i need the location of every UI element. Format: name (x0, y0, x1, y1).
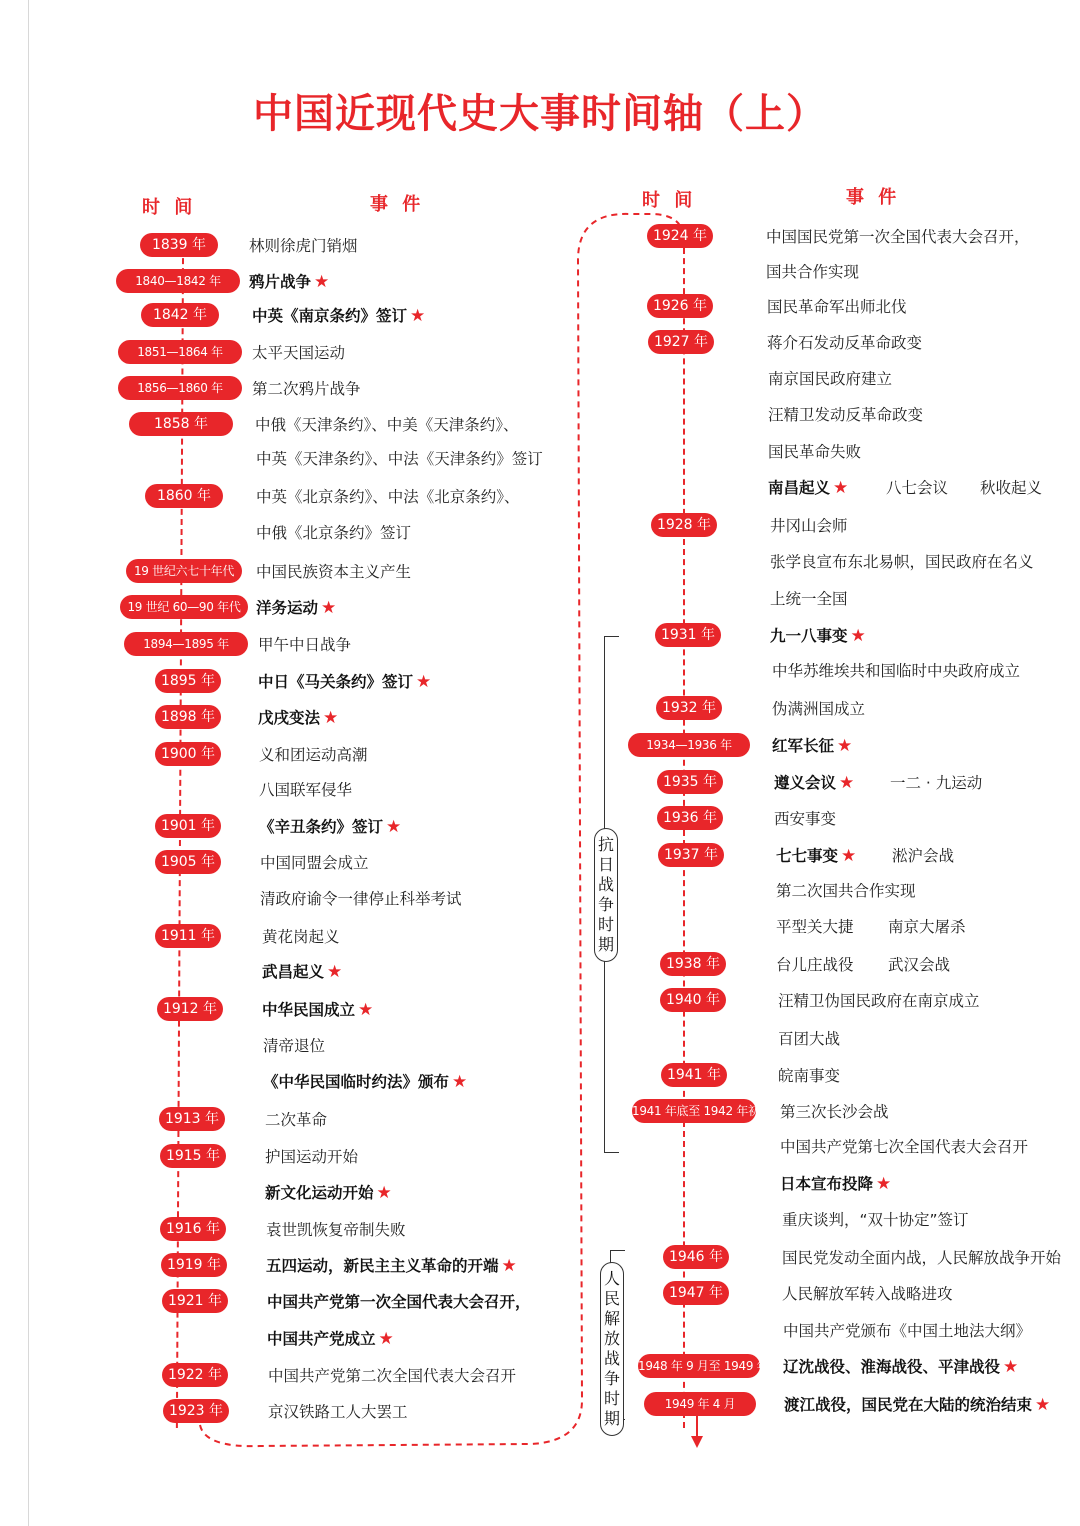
star-icon: ★ (323, 708, 339, 728)
event-label: 蒋介石发动反革命政变 (767, 334, 923, 352)
event-text (258, 633, 351, 655)
year-pill: 1941 年 (661, 1063, 727, 1087)
event-text (260, 887, 462, 909)
event-label: 中华民国成立 (262, 1001, 356, 1019)
event-label: 百团大战 (778, 1030, 841, 1048)
event-label: 林则徐虎门销烟 (249, 237, 358, 255)
event-label: 人民解放军转入战略进攻 (782, 1285, 953, 1303)
year-pill: 1932 年 (656, 696, 722, 720)
event-label: 汪精卫发动反革命政变 (768, 406, 924, 424)
year-pill: 1937 年 (658, 843, 724, 867)
year-pill: 1860 年 (145, 484, 223, 508)
event-label: 洋务运动 (256, 599, 319, 617)
year-pill: 1926 年 (647, 294, 713, 318)
event-text (774, 771, 854, 793)
year-pill: 1948 年 9 月至 1949 年 1 月 (638, 1354, 760, 1378)
star-icon: ★ (839, 773, 855, 793)
event-label: 八国联军侵华 (259, 781, 353, 799)
event-label: 《辛丑条约》签订 (259, 818, 384, 836)
war-of-resistance-label: 抗日战争时期 (594, 828, 618, 962)
event-label: 中国共产党第七次全国代表大会召开 (780, 1138, 1029, 1156)
event-label: 七七事变 (776, 847, 839, 865)
event-text (256, 485, 520, 507)
event-text (262, 998, 373, 1020)
event-label: 国民党发动全面内战，人民解放战争开始 (782, 1249, 1062, 1267)
year-pill: 1916 年 (160, 1217, 226, 1241)
event-label: 武昌起义 (262, 963, 325, 981)
event-label: 义和团运动高潮 (259, 746, 368, 764)
event-label: 五四运动，新民主主义革命的开端 (266, 1257, 499, 1275)
event-text (766, 225, 1030, 247)
page-title: 中国近现代史大事时间轴（上） (253, 91, 827, 137)
event-text (766, 260, 859, 282)
year-pill: 19 世纪六七十年代 (126, 559, 242, 583)
year-pill: 1905 年 (155, 850, 221, 874)
event-label: 中国共产党第一次全国代表大会召开， (267, 1293, 531, 1311)
star-icon: ★ (314, 272, 330, 292)
event-label: 张学良宣布东北易帜，国民政府在名义 (770, 553, 1034, 571)
event-label: 辽沈战役、淮海战役、平津战役 (783, 1358, 1001, 1376)
event-label: 渡江战役，国民党在大陆的统治结束 (784, 1396, 1033, 1414)
event-text (266, 1218, 406, 1240)
star-icon: ★ (376, 1183, 392, 1203)
event-text (252, 304, 425, 326)
star-icon: ★ (321, 598, 337, 618)
event-text (255, 413, 519, 435)
year-pill: 1840—1842 年 (116, 269, 240, 293)
event-label: 中国国民党第一次全国代表大会召开， (766, 228, 1030, 246)
star-icon: ★ (501, 1256, 517, 1276)
year-pill: 1938 年 (660, 952, 726, 976)
star-icon: ★ (1035, 1395, 1051, 1415)
event-label: 伪满洲国成立 (772, 700, 866, 718)
event-label: 汪精卫伪国民政府在南京成立 (778, 992, 980, 1010)
event-text (263, 1070, 467, 1092)
event-label: 新文化运动开始 (265, 1184, 374, 1202)
year-pill: 1895 年 (155, 669, 221, 693)
event-text (260, 851, 369, 873)
year-pill: 1900 年 (155, 742, 221, 766)
left-event-header: 事 件 (370, 194, 425, 215)
event-label: 甲午中日战争 (258, 636, 352, 654)
event-label: 中英《南京条约》签订 (252, 307, 408, 325)
event-text (249, 234, 358, 256)
event-text (783, 1319, 1031, 1341)
year-pill: 1919 年 (161, 1253, 227, 1277)
event-label: 袁世凯恢复帝制失败 (266, 1221, 406, 1239)
right-time-header: 时 间 (642, 190, 697, 211)
star-icon: ★ (327, 962, 343, 982)
event-text (770, 550, 1034, 572)
event-text (267, 1290, 531, 1312)
event-label: 九一八事变 (770, 627, 848, 645)
event-text (265, 1145, 358, 1167)
year-pill: 1912 年 (157, 997, 223, 1021)
event-label: 《中华民国临时约法》颁布 (263, 1073, 450, 1091)
event-text (258, 670, 431, 692)
event-text (772, 659, 1020, 681)
event-label: 第二次鸦片战争 (252, 380, 361, 398)
event-label: 南昌起义 (768, 479, 831, 497)
event-text (778, 989, 980, 1011)
year-pill: 1947 年 (663, 1281, 729, 1305)
event-text (782, 1208, 969, 1230)
year-pill: 1894—1895 年 (124, 632, 248, 656)
star-icon: ★ (358, 1000, 374, 1020)
event-text (767, 331, 922, 353)
event-label: 平型关大捷 (776, 918, 854, 936)
event-text (252, 377, 361, 399)
event-label: 中国同盟会成立 (260, 854, 369, 872)
event-label: 护国运动开始 (265, 1148, 359, 1166)
year-pill: 1928 年 (651, 513, 717, 537)
event-label: 重庆谈判，“双十协定”签订 (782, 1211, 969, 1229)
star-icon: ★ (850, 626, 866, 646)
event-text (772, 734, 852, 756)
event-label: 中日《马关条约》签订 (258, 673, 414, 691)
event-text (768, 403, 923, 425)
event-text (780, 1135, 1028, 1157)
event-label: 上统一全国 (770, 590, 848, 608)
event-label: 台儿庄战役 (776, 956, 854, 974)
year-pill: 1858 年 (129, 412, 233, 436)
year-pill: 1936 年 (657, 806, 723, 830)
event-text (778, 1027, 840, 1049)
event-text (256, 521, 411, 543)
event-text (256, 560, 411, 582)
event-text (776, 953, 854, 975)
year-pill: 1924 年 (647, 224, 713, 248)
event-label: 皖南事变 (778, 1067, 841, 1085)
event-label: 中英《天津条约》、中法《天津条约》签订 (256, 450, 543, 468)
event-text (783, 1355, 1018, 1377)
event-text (767, 295, 907, 317)
star-icon: ★ (833, 478, 849, 498)
event-label: 红军长征 (772, 737, 835, 755)
year-pill: 1931 年 (655, 623, 721, 647)
event-text (249, 270, 329, 292)
event-label: 黄花岗起义 (262, 928, 340, 946)
year-pill: 1911 年 (155, 924, 221, 948)
year-pill: 1923 年 (163, 1399, 229, 1423)
year-pill: 1856—1860 年 (118, 376, 242, 400)
event-label: 中国共产党颁布《中国土地法大纲》 (783, 1322, 1032, 1340)
left-time-header: 时 间 (142, 197, 197, 218)
year-pill: 1934—1936 年 (628, 733, 750, 757)
year-pill: 1915 年 (160, 1144, 226, 1168)
star-icon: ★ (876, 1174, 892, 1194)
star-icon: ★ (452, 1072, 468, 1092)
event-label: 清帝退位 (263, 1037, 326, 1055)
year-pill: 1922 年 (162, 1363, 228, 1387)
event-text (259, 815, 401, 837)
year-pill: 1901 年 (155, 814, 221, 838)
event-text (770, 514, 848, 536)
event-text (770, 624, 866, 646)
star-icon: ★ (386, 817, 402, 837)
event-label: 中国共产党成立 (267, 1330, 376, 1348)
year-pill: 1940 年 (660, 988, 726, 1012)
event-text (782, 1282, 953, 1304)
event-text (768, 476, 848, 498)
event-label: 国民革命军出师北伐 (767, 298, 907, 316)
event-text (265, 1108, 327, 1130)
event-text (252, 341, 345, 363)
event-text (259, 743, 368, 765)
star-icon: ★ (841, 846, 857, 866)
event-label: 二次革命 (265, 1111, 328, 1129)
event-text (768, 367, 892, 389)
event-text (778, 1064, 840, 1086)
event-label: 第三次长沙会战 (780, 1103, 889, 1121)
event-text (256, 447, 543, 469)
event-text (263, 1034, 325, 1056)
event-text-extra: 八七会议 (886, 479, 949, 497)
event-text (266, 1254, 517, 1276)
event-text (268, 1364, 516, 1386)
event-label: 南京国民政府建立 (768, 370, 893, 388)
event-text (768, 440, 861, 462)
event-text-extra: 淞沪会战 (892, 847, 955, 865)
event-label: 太平天国运动 (252, 344, 346, 362)
event-label: 中俄《北京条约》签订 (256, 524, 412, 542)
event-label: 中国民族资本主义产生 (256, 563, 412, 581)
event-text (776, 844, 856, 866)
event-text (259, 778, 352, 800)
event-label: 日本宣布投降 (780, 1175, 874, 1193)
event-text-extra: 一二 · 九运动 (890, 774, 983, 792)
event-text (262, 960, 342, 982)
event-label: 戊戌变法 (258, 709, 321, 727)
event-text (770, 587, 848, 609)
event-label: 鸦片战争 (249, 273, 312, 291)
event-text (774, 807, 836, 829)
event-text (267, 1327, 394, 1349)
event-label: 中华苏维埃共和国临时中央政府成立 (772, 662, 1021, 680)
event-label: 中英《北京条约》、中法《北京条约》、 (256, 488, 520, 506)
year-pill: 1898 年 (155, 705, 221, 729)
event-text (776, 915, 854, 937)
event-text (782, 1246, 1061, 1268)
event-label: 中国共产党第二次全国代表大会召开 (268, 1367, 517, 1385)
star-icon: ★ (837, 736, 853, 756)
event-label: 西安事变 (774, 810, 837, 828)
year-pill: 1946 年 (663, 1245, 729, 1269)
liberation-war-label: 人民解放战争时期 (600, 1262, 624, 1436)
year-pill: 1851—1864 年 (118, 340, 242, 364)
event-label: 遵义会议 (774, 774, 837, 792)
event-text (258, 706, 338, 728)
event-label: 第二次国共合作实现 (776, 882, 916, 900)
star-icon: ★ (416, 672, 432, 692)
year-pill: 1921 年 (162, 1289, 228, 1313)
event-text (780, 1100, 889, 1122)
event-label: 京汉铁路工人大罢工 (268, 1403, 408, 1421)
star-icon: ★ (1003, 1357, 1019, 1377)
event-text (265, 1181, 392, 1203)
event-label: 中俄《天津条约》、中美《天津条约》、 (255, 416, 519, 434)
event-label: 井冈山会师 (770, 517, 848, 535)
event-text-extra: 武汉会战 (888, 956, 951, 974)
event-text-extra: 南京大屠杀 (888, 918, 966, 936)
event-label: 清政府谕令一律停止科举考试 (260, 890, 462, 908)
year-pill: 1842 年 (141, 303, 219, 327)
year-pill: 1913 年 (159, 1107, 225, 1131)
event-label: 国民革命失败 (768, 443, 862, 461)
event-label: 国共合作实现 (766, 263, 860, 281)
event-text (776, 879, 916, 901)
event-text-extra: 秋收起义 (980, 479, 1043, 497)
event-text (772, 697, 865, 719)
event-text (262, 925, 340, 947)
star-icon: ★ (410, 306, 426, 326)
star-icon: ★ (378, 1329, 394, 1349)
event-text (268, 1400, 408, 1422)
event-text (256, 596, 336, 618)
right-event-header: 事 件 (846, 187, 901, 208)
year-pill: 1949 年 4 月 (644, 1392, 756, 1416)
year-pill: 1941 年底至 1942 年初 (632, 1099, 756, 1123)
year-pill: 1927 年 (648, 330, 714, 354)
year-pill: 19 世纪 60—90 年代 (120, 595, 248, 619)
year-pill: 1935 年 (657, 770, 723, 794)
event-text (784, 1393, 1050, 1415)
event-text (780, 1172, 891, 1194)
year-pill: 1839 年 (140, 233, 218, 257)
